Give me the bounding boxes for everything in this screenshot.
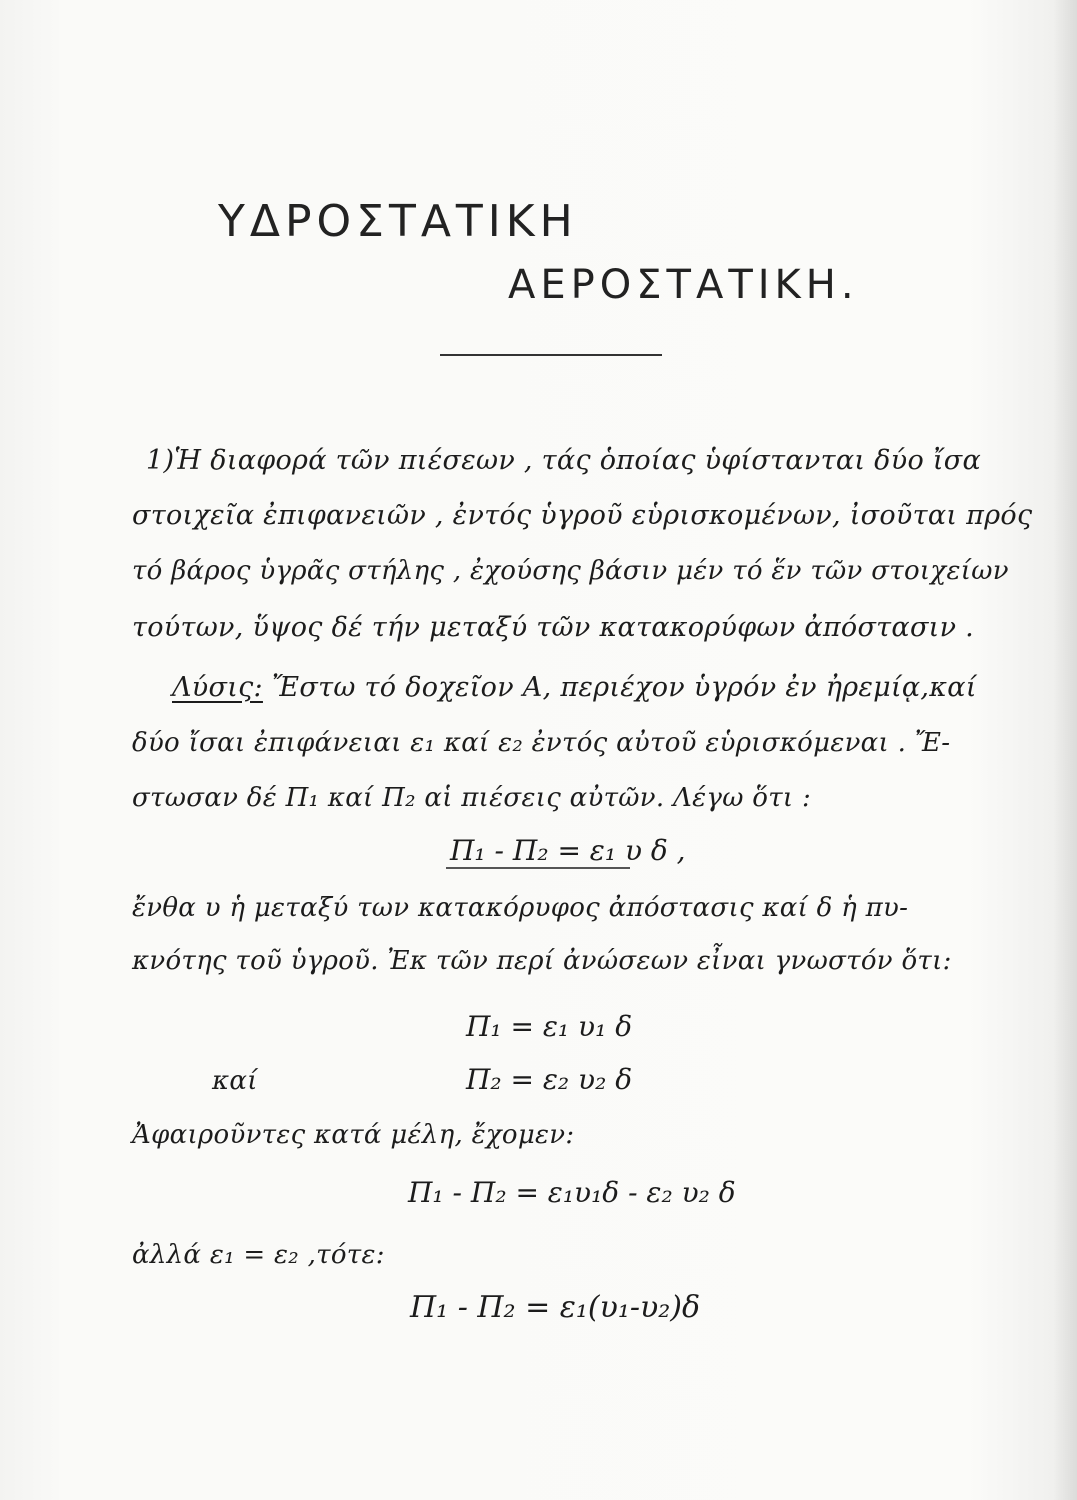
solution-line-2: δύο ἴσαι ἐπιφάνειαι ε₁ καί ε₂ ἐντός αὐτοῦ εὑρισκόμεναι . Ἔ- xyxy=(132,728,951,758)
solution-line-1-text: Ἔστω τό δοχεῖον Α, περιέχον ὑγρόν ἐν ἠρεμίᾳ,καί xyxy=(262,672,977,703)
equation-result: Π₁ - Π₂ = ε₁(υ₁-υ₂)δ xyxy=(410,1290,701,1325)
problem-line-2: στοιχεῖα ἐπιφανειῶν , ἐντός ὑγροῦ εὑρισκομένων, ἰσοῦται πρός xyxy=(132,500,1033,531)
solution-line-5: κνότης τοῦ ὑγροῦ. Ἐκ τῶν περί ἀνώσεων εἶναι γνωστόν ὅτι: xyxy=(132,946,952,976)
problem-line-4: τούτων, ὕψος δέ τήν μεταξύ τῶν κατακορύφων ἀπόστασιν . xyxy=(132,612,975,643)
conjunction-kai: καί xyxy=(212,1066,258,1096)
page-edge-shadow xyxy=(1053,0,1077,1500)
equation-claim: Π₁ - Π₂ = ε₁ υ δ , xyxy=(450,834,686,867)
equation-difference: Π₁ - Π₂ = ε₁υ₁δ - ε₂ υ₂ δ xyxy=(408,1176,736,1209)
page-subtitle: ΑΕΡΟΣΤΑΤΙΚΗ. xyxy=(508,262,859,308)
solution-line-6: Ἀφαιροῦντες κατά μέλη, ἔχομεν: xyxy=(132,1120,575,1150)
solution-line-4: ἔνθα υ ἡ μεταξύ των κατακόρυφος ἀπόστασις καί δ ἡ πυ- xyxy=(132,893,909,923)
equation-p1: Π₁ = ε₁ υ₁ δ xyxy=(466,1010,633,1043)
equation-underline xyxy=(446,867,630,869)
solution-line-3: στωσαν δέ Π₁ καί Π₂ αἱ πιέσεις αὐτῶν. Λέγω ὅτι : xyxy=(132,783,812,813)
page-title: ΥΔΡΟΣΤΑΤΙΚΗ xyxy=(218,196,578,247)
solution-line-1 xyxy=(172,672,977,703)
title-divider xyxy=(440,354,662,356)
solution-label: Λύσις: xyxy=(172,672,263,703)
equation-p2: Π₂ = ε₂ υ₂ δ xyxy=(466,1063,633,1096)
problem-line-1: 1)Ἡ διαφορά τῶν πιέσεων , τάς ὁποίας ὑφίστανται δύο ἴσα xyxy=(146,445,982,476)
problem-line-3: τό βάρος ὑγρᾶς στήλης , ἐχούσης βάσιν μέν τό ἕν τῶν στοιχείων xyxy=(132,556,1009,586)
solution-line-7: ἀλλά ε₁ = ε₂ ,τότε: xyxy=(132,1240,385,1270)
